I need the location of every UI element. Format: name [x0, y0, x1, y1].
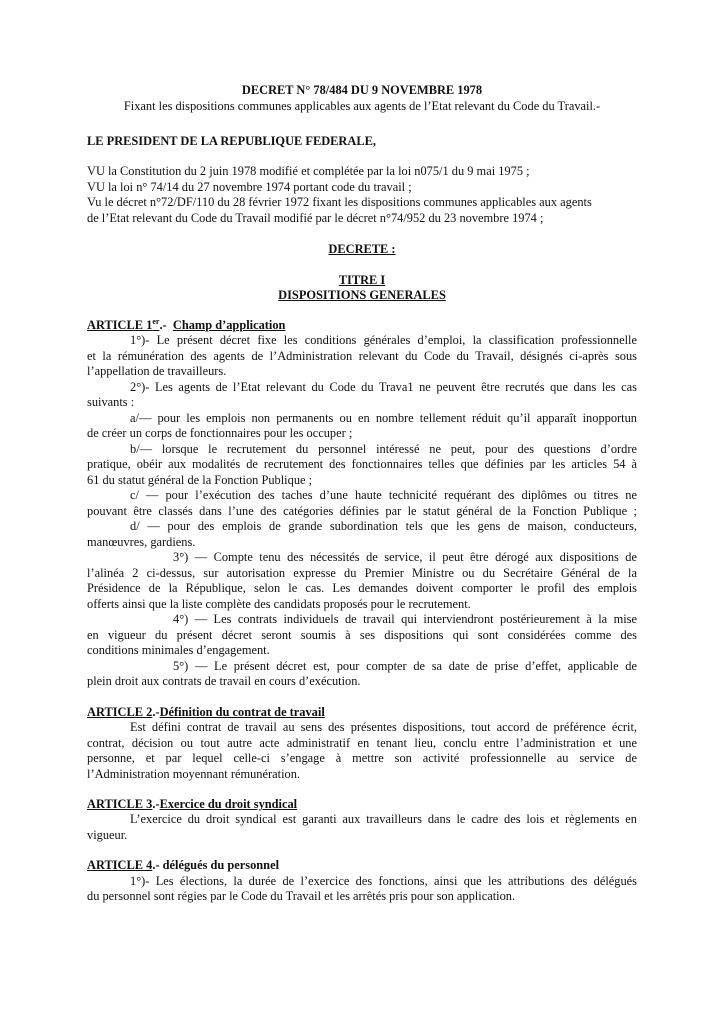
paragraph-line: conditions minimales d’engagement. — [87, 643, 270, 657]
paragraph-line: c/ — pour l’exécution des taches d’une haute technicité requérant des diplômes ou titres ne — [130, 488, 637, 502]
paragraph-line: b/— lorsque le recrutement du personnel intéressé ne peut, pour des questions d’ordre — [130, 442, 637, 456]
paragraph-line: 1°)- Le présent décret fixe les conditions générales d’emploi, la classification professionnelle — [130, 333, 637, 347]
titre-name: DISPOSITIONS GENERALES — [278, 288, 446, 302]
article-4-heading: ARTICLE 4.- délégués du personnel — [87, 858, 280, 872]
paragraph-line: d/ — pour des emplois de grande subordination tels que les gens de maison, conducteurs, — [130, 519, 637, 533]
paragraph-line: pouvant être classés dans l’une des catégories définies par le statut général de la Fonction Publique ; — [87, 504, 637, 518]
paragraph-line: l’appellation de travailleurs. — [87, 364, 227, 378]
paragraph-line: 4°) — Les contrats individuels de travail qui interviendront postérieurement à la mise — [173, 612, 637, 626]
paragraph-line: 61 du statut général de la Fonction Publique ; — [87, 473, 313, 487]
article-3-heading: ARTICLE 3.-Exercice du droit syndical — [87, 797, 298, 811]
article-title: Exercice du droit syndical — [159, 797, 298, 811]
article-label: ARTICLE 1er — [87, 316, 160, 332]
paragraph-line: a/— pour les emplois non permanents ou en nombre tellement réduit qu’il apparaît inopportun — [130, 411, 637, 425]
article-label: ARTICLE 2 — [87, 705, 153, 719]
paragraph-line: l’Administration moyennant rémunération. — [87, 767, 301, 781]
decrete-heading: DECRETE : — [328, 242, 396, 256]
paragraph-line: pratique, obéir aux modalités de recrutement des fonctionnaires telles que définies par les articles 54 à — [87, 457, 637, 471]
article-label: ARTICLE 3 — [87, 797, 153, 811]
decree-subtitle: Fixant les dispositions communes applicables aux agents de l’Etat relevant du Code du Travail.- — [123, 99, 601, 113]
president-line: LE PRESIDENT DE LA REPUBLIQUE FEDERALE, — [87, 134, 376, 148]
paragraph-line: du personnel sont régies par le Code du Travail et les arrêtés pris pour son application. — [87, 889, 516, 903]
paragraph-line: 1°)- Les élections, la durée de l’exercice des fonctions, ainsi que les attributions des délégués — [130, 874, 637, 888]
paragraph-line: en vigueur du présent décret seront soumis à ses dispositions qui sont considérées comme des — [87, 628, 637, 642]
paragraph-line: suivants : — [87, 395, 135, 409]
paragraph-line: de créer un corps de fonctionnaires pour les occuper ; — [87, 426, 353, 440]
article-title: Définition du contrat de travail — [159, 705, 325, 719]
paragraph-line: Présidence de la République, selon le cas. Les demandes doivent comporter le profil des emplois — [87, 581, 637, 595]
paragraph-line: 2°)- Les agents de l’Etat relevant du Code du Trava1 ne peuvent être recrutés que dans les cas — [130, 380, 637, 394]
article-title: Champ d’application — [172, 318, 286, 332]
paragraph-line: Est défini contrat de travail au sens des présentes dispositions, tout accord de préférence écrit, — [130, 720, 637, 734]
paragraph-line: plein droit aux contrats de travail en cours d’exécution. — [87, 674, 361, 688]
paragraph-line: l’alinéa 2 ci-dessus, sur autorisation expresse du Premier Ministre ou du Secrétaire Général de la — [87, 566, 637, 580]
article-1-heading: ARTICLE 1er.- Champ d’application — [87, 316, 286, 332]
paragraph-line: manœuvres, gardiens. — [87, 535, 196, 549]
paragraph-line: personne, et par lequel celle-ci s’engage à mettre son activité professionnelle au service de — [87, 751, 637, 765]
paragraph-line: 5°) — Le présent décret est, pour compter de sa date de prise d’effet, applicable de — [173, 659, 637, 673]
article-2-heading: ARTICLE 2.-Définition du contrat de travail — [87, 705, 325, 719]
titre-number: TITRE I — [338, 273, 386, 287]
paragraph-line: et la rémunération des agents de l’Administration relevant du Code du Travail, désignés ci-après sous — [87, 349, 637, 363]
decree-title: DECRET N° 78/484 DU 9 NOVEMBRE 1978 — [241, 83, 483, 97]
paragraph-line: 3°) — Compte tenu des nécessités de service, il peut être dérogé aux dispositions de — [173, 550, 637, 564]
considerant-line: VU la loi n° 74/14 du 27 novembre 1974 portant code du travail ; — [87, 180, 412, 194]
paragraph-line: contrat, décision ou tout autre acte administratif en tenant lieu, conclu entre l’administration et une — [87, 736, 637, 750]
paragraph-line: L’exercice du droit syndical est garanti aux travailleurs dans le cadre des lois et règlements en — [130, 812, 637, 826]
considerant-line: Vu le décret n°72/DF/110 du 28 février 1972 fixant les dispositions communes applicables aux agents — [87, 195, 592, 209]
paragraph-line: offerts ainsi que la liste complète des candidats proposés pour le recrutement. — [87, 597, 471, 611]
considerant-line: de l’Etat relevant du Code du Travail modifié par le décret n°74/952 du 23 novembre 1974 ; — [87, 211, 544, 225]
article-label: ARTICLE 4 — [87, 858, 153, 872]
article-title: délégués du personnel — [162, 858, 280, 872]
paragraph-line: vigueur. — [87, 828, 128, 842]
considerant-line: VU la Constitution du 2 juin 1978 modifié et complétée par la loi n075/1 du 9 mai 1975 ; — [87, 164, 530, 178]
